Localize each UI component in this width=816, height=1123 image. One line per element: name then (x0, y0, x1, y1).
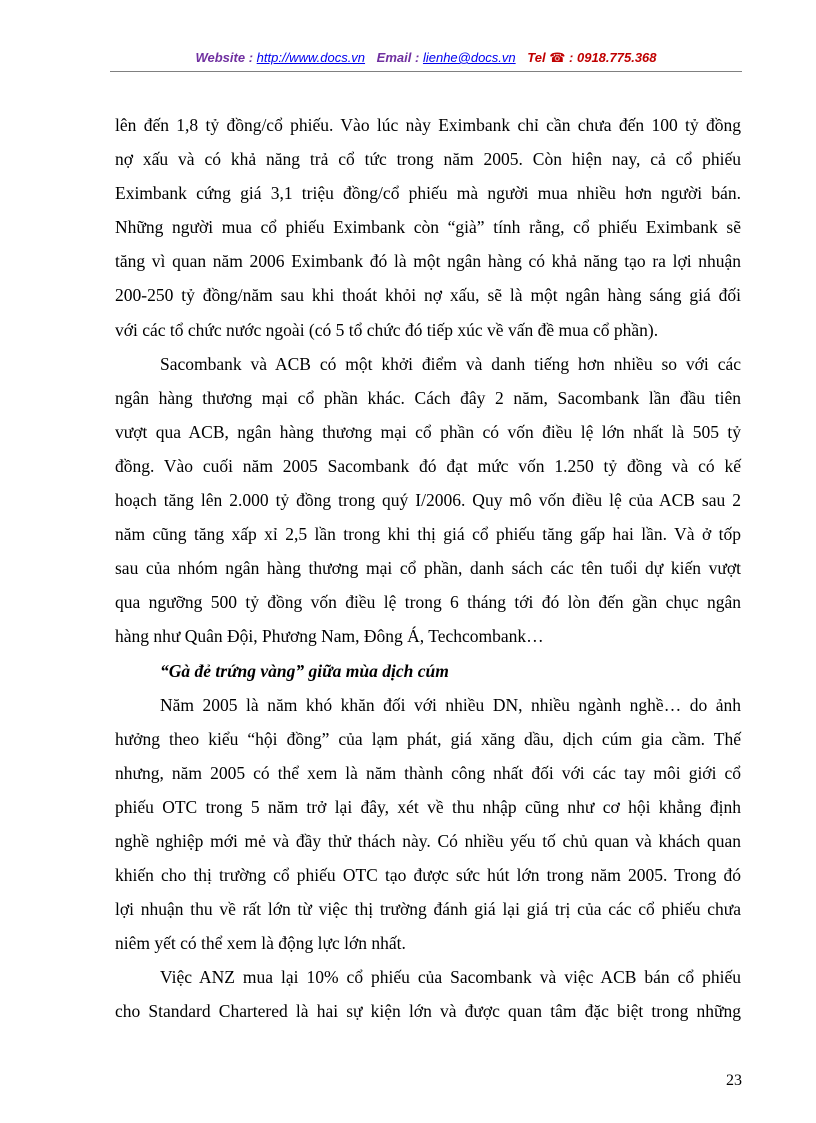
text-line: qua ngưỡng 500 tỷ đồng vốn điều lệ trong 6 tháng tới đó lòn đến gần chục ngân (115, 592, 741, 613)
website-label: Website : (195, 50, 254, 65)
website-link[interactable]: http://www.docs.vn (256, 50, 366, 65)
text-line: nghề nghiệp mới mẻ và đầy thử thách này. Có nhiều yếu tố chủ quan và khách quan (115, 830, 741, 851)
text-line: khiến cho thị trường cổ phiếu OTC tạo được sức hút lớn trong năm 2005. Trong đó (115, 865, 741, 886)
text-line: Sacombank và ACB có một khởi điểm và danh tiếng hơn nhiều so với các (160, 353, 741, 374)
text-line: lên đến 1,8 tỷ đồng/cổ phiếu. Vào lúc này Eximbank chỉ cần chưa đến 100 tỷ đồng (115, 115, 741, 135)
document-body (115, 108, 741, 1029)
text-line: ngân hàng thương mại cổ phần khác. Cách đây 2 năm, Sacombank lần đầu tiên (115, 387, 741, 408)
text-line: hưởng theo kiểu “hội đồng” của lạm phát, giá xăng dầu, dịch cúm gia cầm. Thế (115, 728, 741, 749)
text-line: Những người mua cổ phiếu Eximbank còn “già” tính rằng, cổ phiếu Eximbank sẽ (115, 217, 741, 238)
text-line: Eximbank cứng giá 3,1 triệu đồng/cổ phiếu mà người mua nhiều hơn người bán. (115, 183, 741, 204)
text-line: 200-250 tỷ đồng/năm sau khi thoát khỏi nợ xấu, sẽ là một ngân hàng sáng giá đối (115, 285, 741, 306)
text-line: tăng vì quan năm 2006 Eximbank đó là một ngân hàng có khả năng tạo ra lợi nhuận (115, 251, 741, 272)
text-line: cho Standard Chartered là hai sự kiện lớn và được quan tâm đặc biệt trong những (115, 1001, 741, 1022)
page-number: 23 (726, 1072, 742, 1089)
email-link[interactable]: lienhe@docs.vn (422, 50, 516, 65)
email-separator: : (414, 50, 420, 65)
text-line: Việc ANZ mua lại 10% cổ phiếu của Sacombank và việc ACB bán cổ phiếu (160, 967, 741, 988)
text-line: phiếu OTC trong 5 năm trở lại đây, xét về thu nhập cũng như cơ hội khẳng định (115, 796, 741, 817)
text-line: sau của nhóm ngân hàng thương mại cổ phần, danh sách các tên tuổi dự kiến vượt (115, 558, 741, 579)
text-line: lợi nhuận thu về rất lớn từ việc thị trường đánh giá lại giá trị của các cổ phiếu chưa (115, 899, 741, 920)
section-heading: “Gà đẻ trứng vàng” giữa mùa dịch cúm (160, 660, 449, 681)
text-line: với các tổ chức nước ngoài (có 5 tổ chức đó tiếp xúc về vấn đề mua cổ phần). (115, 319, 659, 340)
tel-label: Tel (527, 50, 546, 65)
text-line: nhưng, năm 2005 có thể xem là năm thành công nhất đối với các tay môi giới cổ (115, 762, 741, 783)
text-line: hoạch tăng lên 2.000 tỷ đồng trong quý I/2006. Quy mô vốn điều lệ của ACB sau 2 (115, 490, 741, 511)
text-line: năm cũng tăng xấp xỉ 2,5 lần trong khi thị giá cổ phiếu tăng gấp hai lần. Và ở tốp (115, 524, 741, 545)
text-line: hàng như Quân Đội, Phương Nam, Đông Á, Techcombank… (115, 626, 544, 647)
phone-icon: ☎ (549, 50, 566, 65)
text-line: niêm yết có thể xem là động lực lớn nhất. (115, 933, 406, 954)
text-line: đồng. Vào cuối năm 2005 Sacombank đó đạt mức vốn 1.250 tỷ đồng và có kế (115, 455, 741, 476)
email-label: Email (376, 50, 412, 65)
header-divider (110, 71, 742, 72)
text-line: vượt qua ACB, ngân hàng thương mại cổ phần có vốn điều lệ lớn nhất là 505 tỷ (115, 421, 741, 442)
text-line: Năm 2005 là năm khó khăn đối với nhiều DN, nhiều ngành nghề… do ảnh (160, 694, 741, 715)
phone-number: : 0918.775.368 (569, 50, 657, 65)
page-header (110, 50, 742, 70)
text-line: nợ xấu và có khả năng trả cổ tức trong năm 2005. Còn hiện nay, cả cổ phiếu (115, 149, 741, 170)
